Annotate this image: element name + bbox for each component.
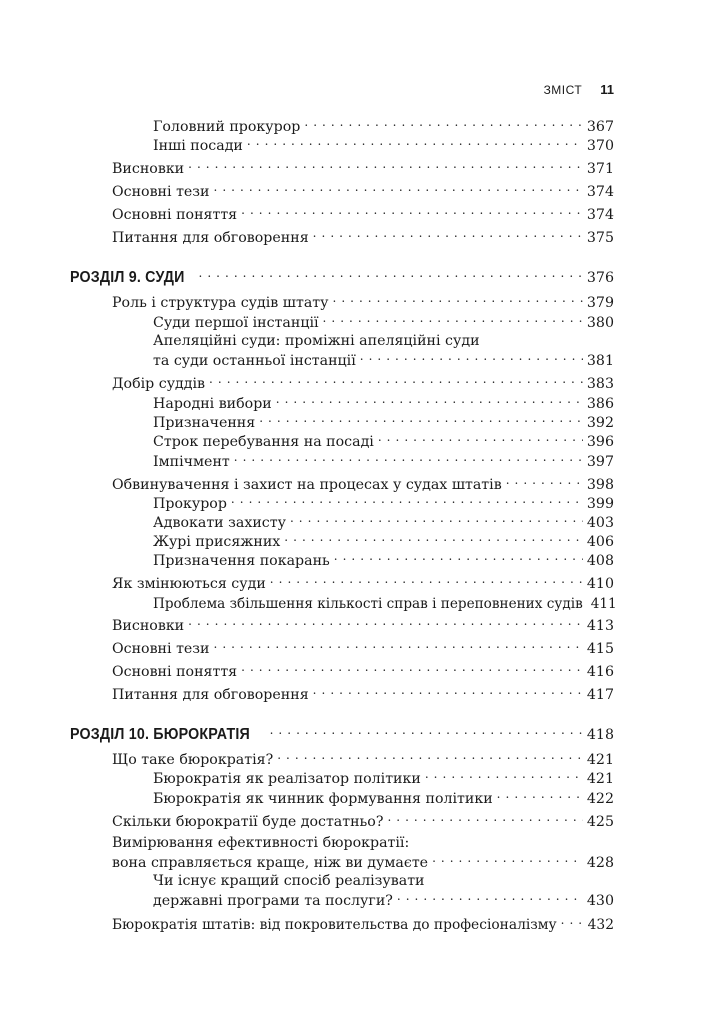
toc-entry-page: 374: [586, 184, 614, 200]
dot-leader: [241, 662, 583, 676]
chapter-name: БЮРОКРАТІЯ: [153, 726, 250, 743]
toc-entry-title: Основні поняття: [112, 664, 238, 680]
toc-entry-page: 381: [586, 353, 614, 369]
dot-leader: [323, 313, 583, 327]
toc-entry[interactable]: [153, 494, 614, 513]
dot-leader: [290, 513, 583, 527]
toc-entry[interactable]: [112, 853, 614, 872]
toc-entry-title: Обвинувачення і захист на процесах у судах штатів: [112, 477, 502, 493]
toc-entry[interactable]: [153, 551, 614, 570]
toc-entry-title: Журі присяжних: [153, 534, 281, 550]
chapter-prefix: РОЗДІЛ 10.: [70, 726, 150, 743]
toc-entry-title: Народні вибори: [153, 396, 272, 412]
toc-entry-page: 399: [586, 496, 614, 512]
toc-entry-title: Роль і структура судів штату: [112, 295, 329, 311]
dot-leader: [241, 205, 583, 219]
toc-entry-page: 383: [586, 376, 614, 392]
dot-leader: [188, 616, 583, 630]
toc-entry-page: 374: [586, 207, 614, 223]
toc-entry[interactable]: [112, 205, 614, 224]
toc-entry-page: 413: [586, 618, 614, 634]
dot-leader: [334, 551, 583, 565]
toc-entry[interactable]: [112, 475, 614, 494]
toc-entry-title: Висновки: [112, 161, 185, 177]
dot-leader: [497, 789, 583, 803]
dot-leader: [259, 413, 583, 427]
dot-leader: [247, 136, 583, 150]
toc-entry-title: державні програми та послуги?: [153, 893, 393, 909]
toc-entry[interactable]: [153, 452, 614, 471]
dot-leader: [332, 293, 582, 307]
toc-entry[interactable]: [112, 639, 614, 658]
toc-entry[interactable]: [153, 394, 614, 413]
toc-entry-title: Основні тези: [112, 641, 210, 657]
toc-entry-title: Питання для обговорення: [112, 230, 309, 246]
toc-entry-page: 386: [586, 396, 614, 412]
toc-entry[interactable]: [112, 159, 614, 178]
dot-leader: [425, 769, 583, 783]
toc-entry-title: Головний прокурор: [153, 119, 301, 135]
toc-entry-page: 392: [586, 415, 614, 431]
toc-entry-title: Як змінюються суди: [112, 576, 266, 592]
dot-leader: [277, 750, 583, 764]
toc-entry-page: 403: [586, 515, 614, 531]
toc-entry[interactable]: [153, 432, 614, 451]
toc-entry-page: 416: [586, 664, 614, 680]
dot-leader: [360, 351, 583, 365]
toc-entry[interactable]: [112, 750, 614, 769]
toc-entry-page: 421: [586, 752, 614, 768]
toc-entry-page: 422: [586, 791, 614, 807]
toc-entry[interactable]: [153, 513, 614, 532]
toc-entry[interactable]: [153, 413, 614, 432]
dot-leader: [199, 268, 583, 282]
chapter-prefix: РОЗДІЛ 9.: [70, 269, 141, 286]
dot-leader: [231, 494, 583, 508]
toc-entry[interactable]: [153, 594, 617, 613]
toc-entry-title: Бюрократія як реалізатор політики: [153, 771, 421, 787]
dot-leader: [209, 374, 583, 388]
toc-entry-title: Прокурор: [153, 496, 227, 512]
toc-entry-page: 406: [586, 534, 614, 550]
toc-entry-page: 370: [586, 138, 614, 154]
toc-entry-page: 425: [586, 814, 614, 830]
toc-entry[interactable]: [112, 293, 614, 312]
dot-leader: [387, 812, 582, 826]
toc-entry[interactable]: [112, 228, 614, 247]
dot-leader: [270, 725, 583, 739]
toc-entry[interactable]: [153, 769, 614, 788]
toc-entry-title: Бюрократія штатів: від покровительства до професіоналізму: [112, 917, 557, 933]
toc-entry-page: 430: [586, 893, 614, 909]
page-number: 11: [600, 82, 614, 97]
toc-entry[interactable]: [153, 313, 614, 332]
toc-entry-title: Що таке бюрократія?: [112, 752, 274, 768]
toc-entry[interactable]: [153, 891, 614, 910]
dot-leader: [506, 475, 583, 489]
toc-entry-title-line1: Апеляційні суди: проміжні апеляційні суди: [153, 333, 480, 349]
toc-entry[interactable]: [153, 351, 614, 370]
running-head-title: ЗМІСТ: [543, 83, 583, 97]
dot-leader: [561, 915, 584, 929]
chapter-heading[interactable]: [70, 268, 614, 287]
toc-entry[interactable]: [112, 616, 614, 635]
toc-entry[interactable]: [112, 574, 614, 593]
toc-entry-page: 376: [586, 270, 614, 286]
toc-entry-page: 418: [586, 727, 614, 743]
toc-entry[interactable]: [153, 136, 614, 155]
dot-leader: [214, 639, 583, 653]
toc-entry[interactable]: [112, 812, 614, 831]
toc-entry-page: 396: [586, 434, 614, 450]
toc-entry-title: Скільки бюрократії буде достатньо?: [112, 814, 384, 830]
toc-entry-page: 417: [586, 687, 614, 703]
chapter-title: [70, 269, 185, 287]
toc-entry-title: Добір суддів: [112, 376, 206, 392]
toc-entry-page: 375: [586, 230, 614, 246]
toc-entry-page: 379: [586, 295, 614, 311]
toc-entry-page: 380: [586, 315, 614, 331]
running-head: [544, 82, 614, 97]
dot-leader: [313, 228, 583, 242]
dot-leader: [270, 574, 583, 588]
toc-entry[interactable]: [112, 182, 614, 201]
toc-entry-title: Адвокати захисту: [153, 515, 286, 531]
chapter-title: [70, 726, 250, 744]
chapter-name: СУДИ: [145, 269, 185, 286]
toc-entry[interactable]: [112, 685, 614, 704]
toc-entry-page: 367: [586, 119, 614, 135]
toc-entry[interactable]: [153, 117, 614, 136]
toc-entry-page: 411: [590, 596, 617, 612]
toc-entry[interactable]: [153, 532, 614, 551]
dot-leader: [188, 159, 583, 173]
toc-entry[interactable]: [112, 374, 614, 393]
toc-entry-title-line1: Чи існує кращий спосіб реалізувати: [153, 873, 425, 889]
dot-leader: [378, 432, 583, 446]
toc-entry-title: Інші посади: [153, 138, 243, 154]
toc-entry-page: 408: [586, 553, 614, 569]
toc-entry-title: Основні поняття: [112, 207, 238, 223]
chapter-heading[interactable]: [70, 725, 614, 744]
toc-entry-title: Питання для обговорення: [112, 687, 309, 703]
dot-leader: [214, 182, 583, 196]
dot-leader: [276, 394, 583, 408]
toc-entry-page: 398: [586, 477, 614, 493]
dot-leader: [313, 685, 583, 699]
toc-entry[interactable]: [112, 915, 614, 934]
toc-entry-page: 410: [586, 576, 614, 592]
toc-entry-title: Суди першої інстанції: [153, 315, 319, 331]
dot-leader: [284, 532, 583, 546]
toc-entry-title: Основні тези: [112, 184, 210, 200]
dot-leader: [304, 117, 583, 131]
toc-entry-title-line1: Вимірювання ефективності бюрократії:: [112, 835, 410, 851]
toc-entry[interactable]: [112, 662, 614, 681]
dot-leader: [234, 452, 583, 466]
toc-entry-title: та суди останньої інстанції: [153, 353, 356, 369]
toc-entry-page: 432: [587, 917, 614, 933]
toc-entry-title: Строк перебування на посаді: [153, 434, 374, 450]
toc-entry-title: Призначення покарань: [153, 553, 330, 569]
toc-entry-title: Висновки: [112, 618, 185, 634]
toc-entry-page: 397: [586, 454, 614, 470]
dot-leader: [397, 891, 583, 905]
toc-entry-page: 428: [586, 855, 614, 871]
toc-entry-page: 415: [586, 641, 614, 657]
toc-entry-page: 371: [586, 161, 614, 177]
dot-leader: [432, 853, 583, 867]
toc-entry-title: Проблема збільшення кількості справ і переповнених судів: [153, 596, 583, 612]
toc-entry-page: 421: [586, 771, 614, 787]
toc-entry-title: вона справляється краще, ніж ви думаєте: [112, 855, 429, 871]
toc-entry-title: Призначення: [153, 415, 256, 431]
toc-entry-title: Імпічмент: [153, 454, 230, 470]
toc-entry-title: Бюрократія як чинник формування політики: [153, 791, 493, 807]
toc-entry[interactable]: [153, 789, 614, 808]
